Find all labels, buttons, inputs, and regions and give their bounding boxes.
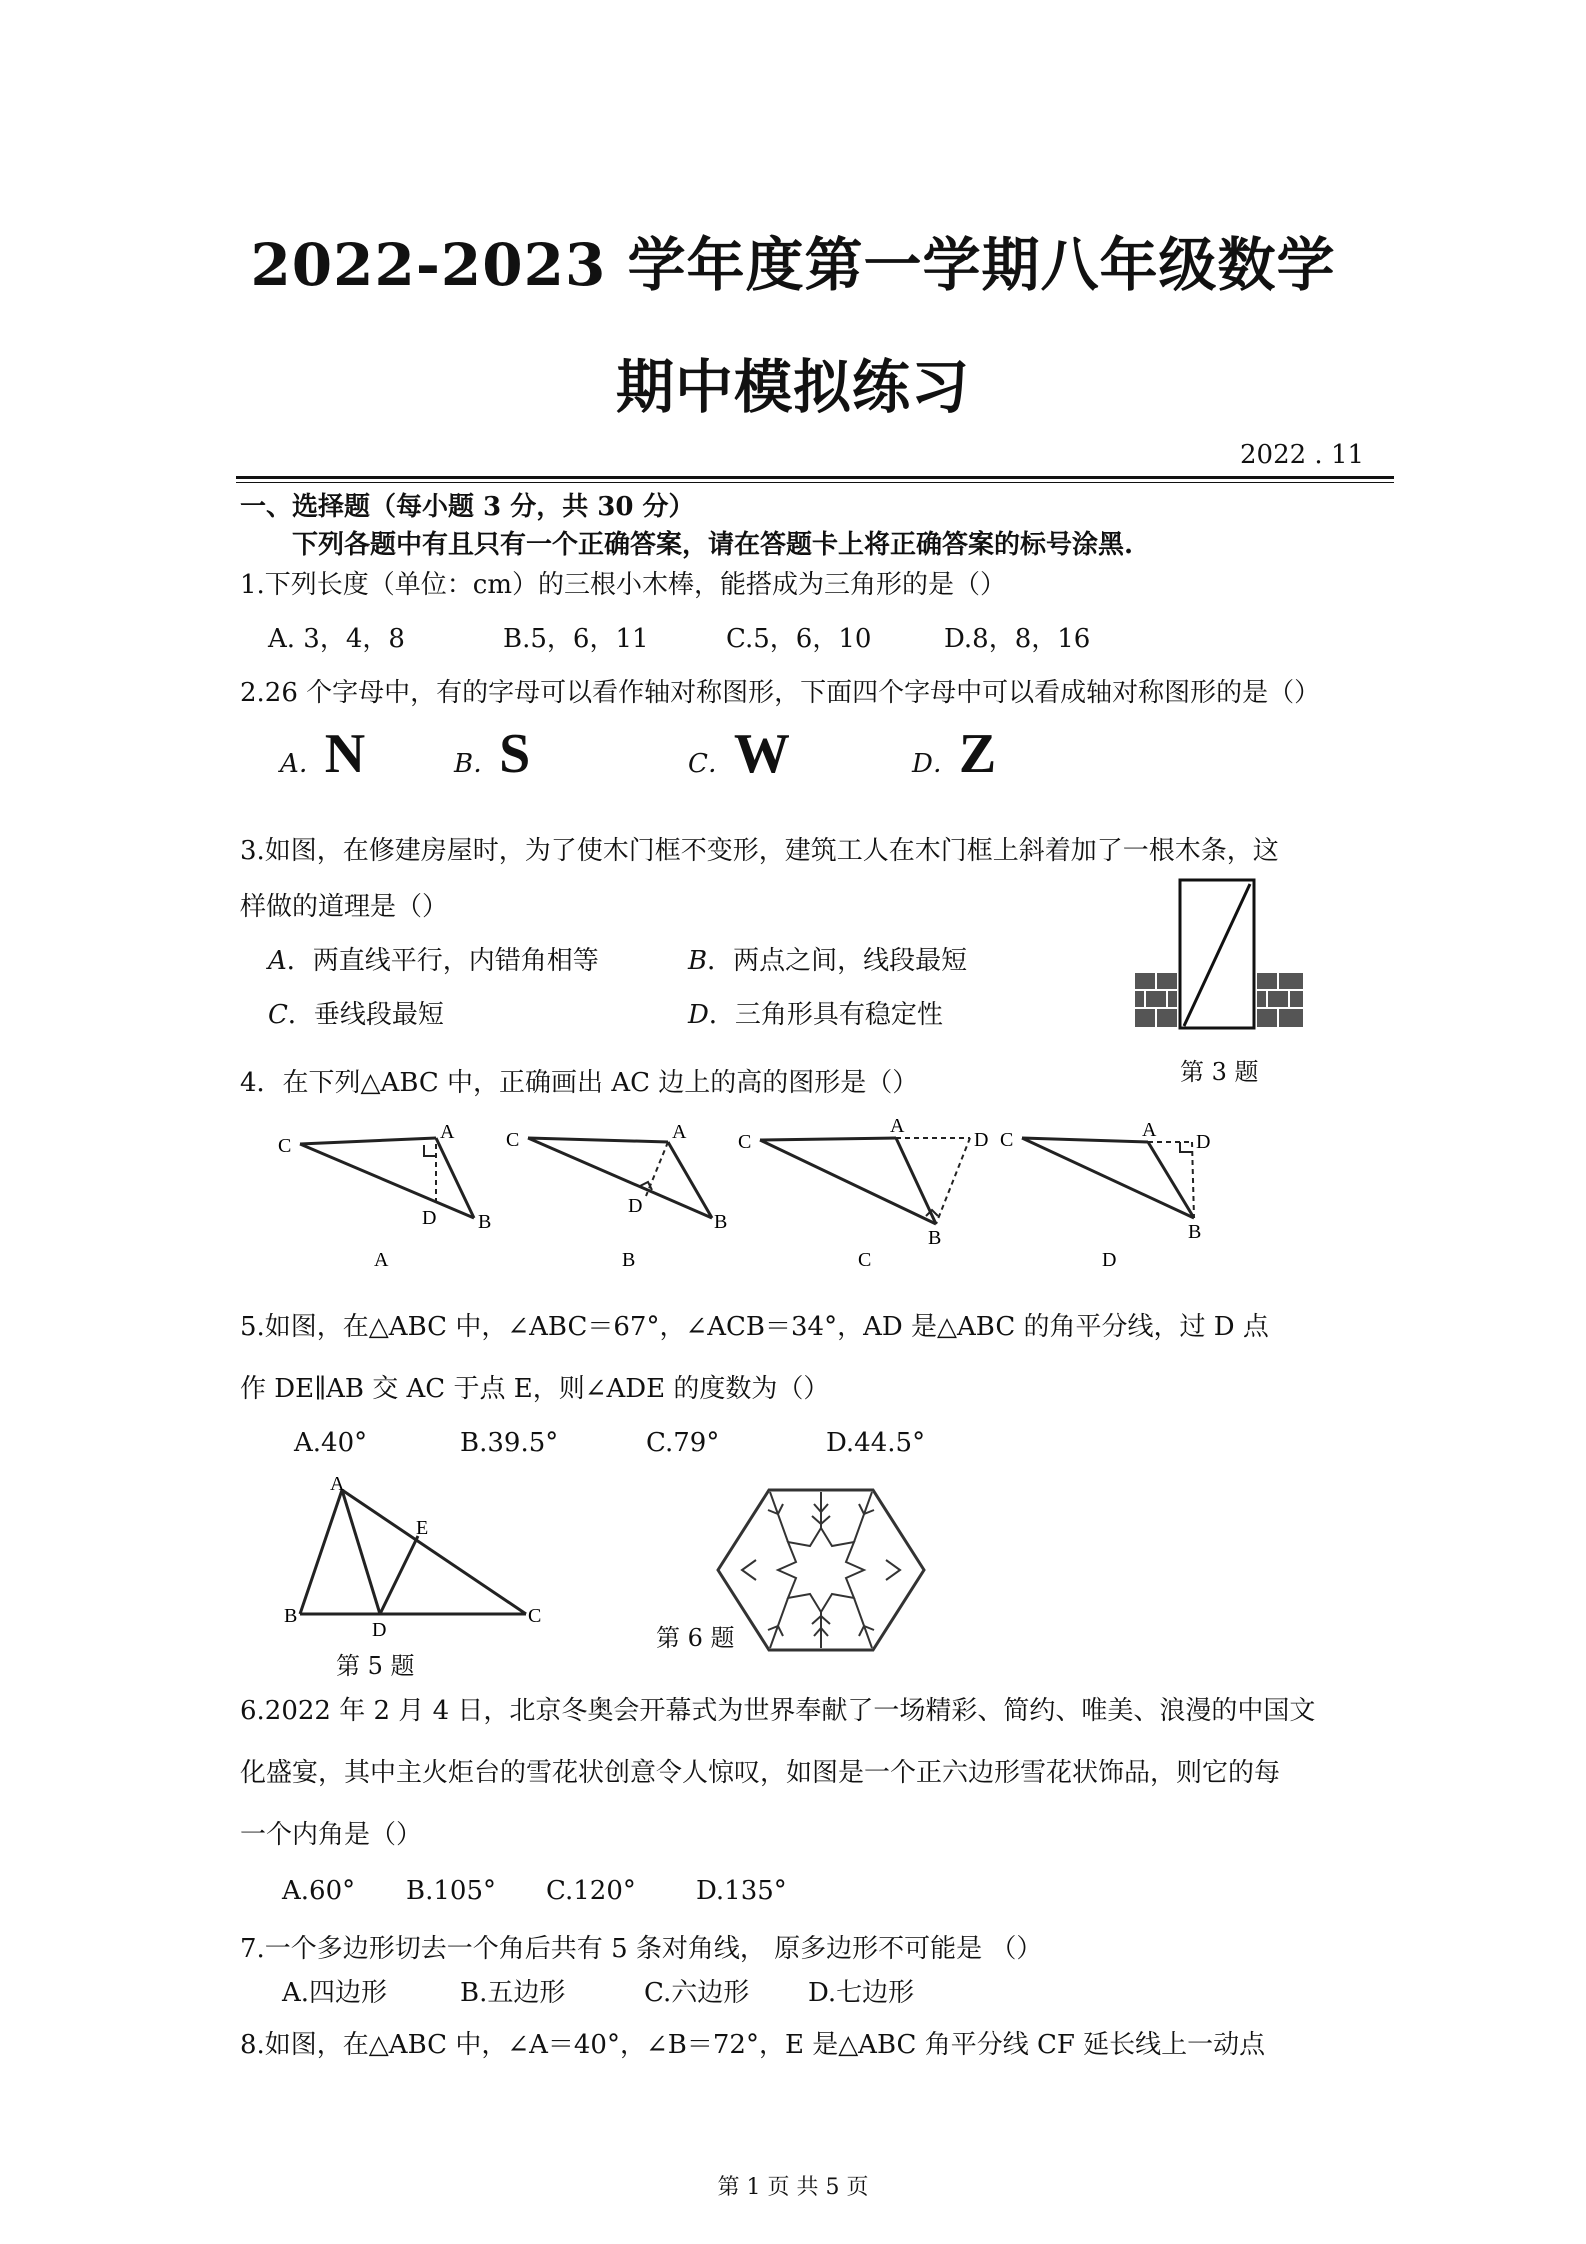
q5-stem-line1: 5.如图，在△ABC 中，∠ABC＝67°，∠ACB＝34°，AD 是△ABC 的角平分线，过 D 点 [240, 1312, 1269, 1342]
q5-label-c: C [528, 1605, 542, 1627]
q6-stem-line1: 6.2022 年 2 月 4 日，北京冬奥会开幕式为世界奉献了一场精彩、简约、唯美、浪漫的中国文 [240, 1696, 1316, 1726]
q7-option-d: D.七边形 [808, 1978, 915, 2008]
q5-option-d: D.44.5° [826, 1428, 926, 1458]
q4d-label-d: D [1196, 1131, 1211, 1153]
q4b-label-b: B [714, 1211, 728, 1233]
q2-option-d: D．Z [912, 723, 997, 785]
letter-n: N [324, 723, 366, 785]
q3-option-d: D．三角形具有稳定性 [688, 1000, 943, 1030]
q3-caption: 第 3 题 [1180, 1058, 1259, 1086]
q4-triangles-figure [276, 1108, 1258, 1276]
q4a-label-d: D [422, 1207, 437, 1229]
q6-caption: 第 6 题 [656, 1624, 735, 1652]
page-subtitle: 期中模拟练习 [615, 353, 970, 421]
q1-option-c: C.5，6，10 [726, 624, 872, 654]
q4-caption-c: C [858, 1249, 872, 1271]
q7-option-a: A.四边形 [282, 1978, 388, 2008]
q5-option-b: B.39.5° [460, 1428, 559, 1458]
q4b-label-d: D [628, 1195, 643, 1217]
q3-option-a: A．两直线平行，内错角相等 [268, 946, 599, 976]
q7-option-b: B.五边形 [460, 1978, 566, 2008]
q7-option-c: C.六边形 [644, 1978, 750, 2008]
q7-stem: 7.一个多边形切去一个角后共有 5 条对角线， 原多边形不可能是 （） [240, 1934, 1043, 1964]
header-rule-thick [236, 476, 1394, 479]
q2-option-c: C．W [688, 723, 790, 785]
q6-stem-line3: 一个内角是（） [240, 1820, 423, 1850]
q4-figure-d [1022, 1138, 1194, 1218]
q4c-label-c: C [738, 1131, 752, 1153]
q4c-label-b: B [928, 1227, 942, 1249]
header-rule-thin [236, 482, 1394, 483]
letter-z: Z [958, 723, 997, 785]
q4-caption-d: D [1102, 1249, 1117, 1271]
q5-stem-line2: 作 DE∥AB 交 AC 于点 E，则∠ADE 的度数为（） [240, 1374, 830, 1404]
q3-option-c: C．垂线段最短 [268, 1000, 444, 1030]
page-title: 2022-2023 学年度第一学期八年级数学 [250, 231, 1336, 299]
q4a-label-c: C [278, 1135, 292, 1157]
q4-caption-b: B [622, 1249, 636, 1271]
exam-date: 2022 . 11 [1240, 440, 1365, 470]
q5-option-a: A.40° [294, 1428, 368, 1458]
q4a-label-a: A [440, 1121, 455, 1143]
q3-stem-line2: 样做的道理是（） [240, 892, 449, 922]
q4-figure-b [528, 1138, 712, 1218]
q6-option-d: D.135° [696, 1876, 787, 1906]
snowflake-hexagon-figure [714, 1484, 928, 1656]
door-frame-figure [1130, 876, 1310, 1032]
q5-option-c: C.79° [646, 1428, 720, 1458]
q2-option-b: B．S [454, 723, 531, 785]
q5-label-b: B [284, 1605, 298, 1627]
q4-caption-a: A [374, 1249, 389, 1271]
q4a-label-b: B [478, 1211, 492, 1233]
q3-stem-line1: 3.如图，在修建房屋时，为了使木门框不变形，建筑工人在木门框上斜着加了一根木条，这 [240, 836, 1279, 866]
q5-label-d: D [372, 1619, 387, 1636]
q5-label-a: A [330, 1476, 345, 1495]
q1-option-a: A. 3，4，8 [268, 624, 405, 654]
q4d-label-a: A [1142, 1119, 1157, 1141]
q4b-label-a: A [672, 1121, 687, 1143]
section-heading: 一、选择题（每小题 3 分，共 30 分） [240, 492, 695, 522]
q2-option-a: A．N [280, 723, 366, 785]
q6-option-b: B.105° [406, 1876, 496, 1906]
q1-option-d: D.8，8，16 [944, 624, 1091, 654]
q4d-label-b: B [1188, 1221, 1202, 1243]
q3-option-b: B．两点之间，线段最短 [688, 946, 968, 976]
q4-stem: 4．在下列△ABC 中，正确画出 AC 边上的高的图形是（） [240, 1068, 919, 1098]
q4c-label-d: D [974, 1129, 989, 1151]
q5-triangle-figure [280, 1476, 570, 1636]
q5-caption: 第 5 题 [336, 1652, 415, 1680]
q6-option-a: A.60° [282, 1876, 356, 1906]
q2-stem: 2.26 个字母中，有的字母可以看作轴对称图形，下面四个字母中可以看成轴对称图形的是（） [240, 678, 1321, 708]
q4-figure-a [300, 1138, 474, 1218]
q4c-label-a: A [890, 1115, 905, 1137]
q4b-label-c: C [506, 1129, 520, 1151]
q8-stem: 8.如图，在△ABC 中，∠A＝40°，∠B＝72°，E 是△ABC 角平分线 CF 延长线上一动点 [240, 2030, 1266, 2060]
letter-w: W [733, 723, 790, 785]
q6-stem-line2: 化盛宴，其中主火炬台的雪花状创意令人惊叹，如图是一个正六边形雪花状饰品，则它的每 [240, 1758, 1281, 1788]
q1-stem: 1.下列长度（单位：cm）的三根小木棒，能搭成为三角形的是（） [240, 570, 1007, 600]
q4d-label-c: C [1000, 1129, 1014, 1151]
letter-s: S [499, 723, 531, 785]
section-instruction: 下列各题中有且只有一个正确答案，请在答题卡上将正确答案的标号涂黑. [292, 530, 1134, 560]
q1-option-b: B.5，6，11 [503, 624, 649, 654]
page-footer: 第 1 页 共 5 页 [717, 2175, 869, 2200]
q4-figure-c [760, 1138, 970, 1224]
q5-label-e: E [416, 1517, 429, 1539]
q6-option-c: C.120° [546, 1876, 636, 1906]
